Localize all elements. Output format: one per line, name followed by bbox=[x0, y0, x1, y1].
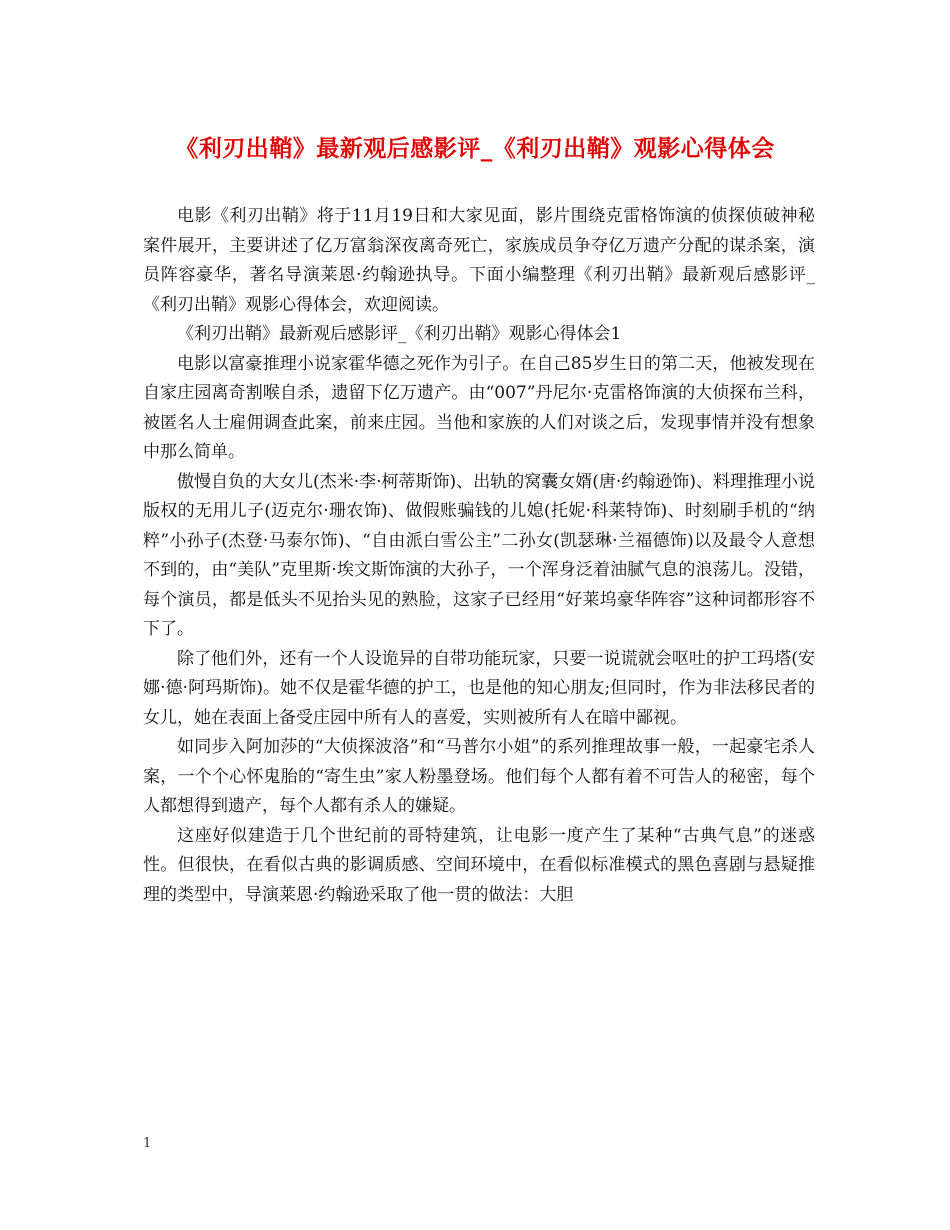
paragraph-1: 电影以富豪推理小说家霍华德之死作为引子。在自己85岁生日的第二天，他被发现在自家庄园离奇割喉自杀，遗留下亿万遗产。由“007”丹尼尔·克雷格饰演的大侦探布兰科，被匿名人士雇佣调查此案，前来庄园。当他和家族的人们对谈之后，发现事情并没有想象中那么简单。 bbox=[143, 353, 815, 462]
page-number: 1 bbox=[143, 1136, 152, 1151]
paragraph-2: 傲慢自负的大女儿(杰米·李·柯蒂斯饰)、出轨的窝囊女婿(唐·约翰逊饰)、料理推理小说版权的无用儿子(迈克尔·珊农饰)、做假账骗钱的儿媳(托妮·科莱特饰)、时刻刷手机的“纳粹”小孙子(杰登·马泰尔饰)、“自由派白雪公主”二孙女(凯瑟琳·兰福德饰)以及最令人意想不到的，由“美队”克里斯·埃文斯饰演的大孙子，一个浑身泛着油腻气息的浪荡儿。没错，每个演员，都是低头不见抬头见的熟脸，这家子已经用“好莱坞豪华阵容”这种词都形容不下了。 bbox=[143, 471, 815, 639]
document-title: 《利刃出鞘》最新观后感影评_《利刃出鞘》观影心得体会 bbox=[175, 135, 775, 162]
paragraph-intro: 电影《利刃出鞘》将于11月19日和大家见面，影片围绕克雷格饰演的侦探侦破神秘案件展开，主要讲述了亿万富翁深夜离奇死亡，家族成员争夺亿万遗产分配的谋杀案，演员阵容豪华，著名导演莱恩·约翰逊执导。下面小编整理《利刃出鞘》最新观后感影评_《利刃出鞘》观影心得体会，欢迎阅读。 bbox=[143, 206, 815, 315]
paragraph-5: 这座好似建造于几个世纪前的哥特建筑，让电影一度产生了某种“古典气息”的迷惑性。但很快，在看似古典的影调质感、空间环境中，在看似标准模式的黑色喜剧与悬疑推理的类型中，导演莱恩·约翰逊采取了他一贯的做法：大胆 bbox=[143, 825, 815, 905]
document-body bbox=[143, 202, 815, 910]
paragraph-3: 除了他们外，还有一个人设诡异的自带功能玩家，只要一说谎就会呕吐的护工玛塔(安娜·德·阿玛斯饰)。她不仅是霍华德的护工，也是他的知心朋友;但同时，作为非法移民者的女儿，她在表面上备受庄园中所有人的喜爱，实则被所有人在暗中鄙视。 bbox=[143, 648, 815, 728]
paragraph-4: 如同步入阿加莎的“大侦探波洛”和“马普尔小姐”的系列推理故事一般，一起豪宅杀人案，一个个心怀鬼胎的“寄生虫”家人粉墨登场。他们每个人都有着不可告人的秘密，每个人都想得到遗产，每个人都有杀人的嫌疑。 bbox=[143, 737, 815, 816]
paragraph-subheading: 《利刃出鞘》最新观后感影评_《利刃出鞘》观影心得体会1 bbox=[177, 324, 622, 344]
